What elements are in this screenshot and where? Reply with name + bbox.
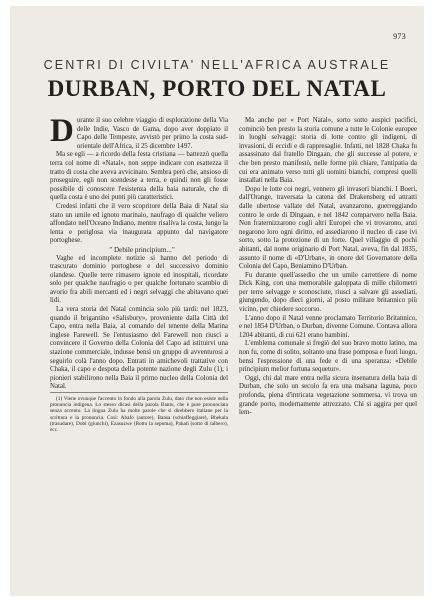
page-number: 973 <box>393 32 406 41</box>
paragraph: Oggi, chi dal mare entra nella sicura insenatura della baia di Durban, che solo un secolo fa era una malsana laguna, poco profonda, piena d'intricata vegetazione sommersa, vi trova un grande porto, modernamente attrezzato. Chi si aggira per quel lem- <box>239 374 417 417</box>
paragraph-text: urante il suo celebre viaggio di esplorazione della Via delle Indie, Vasco de Gama, dopo aver doppiato il Capo delle Tempeste, avvistò per primo la costa sud-orientale dell'Africa, il 25 dicembre 1497. <box>76 117 228 150</box>
footnote: (1) Viene ovunque l'accento in fondo alla parola Zulu, dato che non esiste nella pronuncia indigena. Lo stesso dicasi della parola Bantu, che è pure pronunciata senza accento. La lingua Zulu ha molte parole che si direbbero italiane per la scrittura e la pronuncia. Così: Abafo (autore), Bansa (schiaffeggiare), Bhekala (trasudare), Dobi (giunchi), Ezasuzwe (Botto la sepoma), Pahati (sotto di talbero), ecc. <box>50 392 228 433</box>
paragraph: Ma anche per « Port Natal», sorto sotto auspici pacifici, cominciò ben presto la storia comune a tutte le Colonie europee in luoghi selvaggi: storia di lotte contro gli indigeni, di invasioni, di eccidi e di rappresaglie. Infatti, nel 1828 Chaka fu assassinato dal fratello Dingaan, che gli successe al potere, e che ben presto manifestò, nelle forme più chiare, l'antipatia da cui era animato verso tutti gli uomini bianchi, compresi quelli installati nella Baia. <box>239 117 417 185</box>
paragraph: Credesi infatti che il vero scopritore della Baia di Natal sia stato un umile ed ignoto marinaio, naufrago di qualche veliero affondato nell'Oceano Indiano, mentre risaliva la costa, lungo la lenta e periglosa via inaugurata appunto dal navigatore portoghese. <box>50 202 228 245</box>
right-column <box>239 117 417 418</box>
paragraph <box>50 113 228 151</box>
article-headline: DURBAN, PORTO DEL NATAL <box>47 76 387 101</box>
drop-cap: D <box>50 113 74 149</box>
paragraph: Ma se egli — a ricordo della festa cristiana — battezzò quella terra col nome di «Natal», non seppe indicare con esattezza il tratto di costa che aveva avvicinato. Sembra però che, ansioso di proseguire, egli non scendesse a terra, e quindi non gli fosse possibile di conoscere l'esistenza della baia naturale, che di quella costa è uno dei punti più caratteristici. <box>50 151 228 202</box>
paragraph: Fu durante quell'assedio che un umile carrettiere di nome Dick King, con una memorabile galoppata di mille chilometri per terre selvagge e sconosciute, riuscì a salvare gli assediati, giungendo, dopo dieci giorni, al posto militare britannico più vicino, per chiedere soccorso. <box>239 271 417 314</box>
paragraph: Dopo le lotte coi negri, vennero gli invasori bianchi. I Boeri, dall'Orange, traversata la catena del Drakensberg ed attratti dalle ubertose vallate del Natal, avanzarono, guerreggiando contro le orde di Dingaan, e nel 1842 comparvero nella Baia. Non fraternizzarono cogli altri Europei che vi trovarono, anzi negarono loro ogni diritto, ed assediarono il nucleo di case ivi sorto, sotto la protezione di un forte. Quel villaggio di pochi abitanti, dal nome originario di Port Natal, aveva, fin dal 1835, assunto il nome di «D'Urban», in onore del Governatore della Colonia del Capo, Beniamino D'Urban. <box>239 185 417 271</box>
paragraph: L'anno dopo il Natal venne proclamato Territorio Britannico, e nel 1854 D'Urban, o Durban, divenne Comune. Contava allora 1204 abitanti, di cui 621 erano bambini. <box>239 314 417 339</box>
paragraph: La vera storia del Natal comincia solo più tardi: nel 1823, quando il brigantino «Salisbury», proveniente dalla Città del Capo, entra nella Baia, al comando del tenente della Marina inglese Farewell. Se l'entusiasmo del Farewell non riuscì a convincere il Governo della Colonia del Capo ad istituirvi una stazione commerciale, indusse bensì un gruppo di avventurosi a seguirlo colà l'anno dopo. Entrati in amichevoli trattative con Chaka, il capo e despota della potente nazione degli Zulu (1), i pionieri stabilirono nella Baia il primo nucleo della Colonia del Natal. <box>50 306 228 391</box>
paragraph: Vaghe ed incomplete notizie si hanno del periodo di trascurato dominio portoghese e del successivo dominio olandese. Quelle terre rimasero ignote ed inospitali, ricordate solo per qualche naufragio o per qualche fortunato scambio di avorio fra abili mercanti ed i negri selvaggi che abitavano quei lidi. <box>50 254 228 305</box>
paragraph: L'emblema comunale si fregiò del suo bravo motto latino, ma non fu, come di solito, soltanto una frase pomposa e fuori luogo, bensì l'espressione di una fede e di una speranza: «Debile principium melior fortuna sequetur». <box>239 340 417 374</box>
section-subheading: " Debile principium..." <box>109 245 175 254</box>
magazine-page <box>10 6 424 596</box>
article-kicker: CENTRI DI CIVILTA' NELL'AFRICA AUSTRALE <box>43 58 391 72</box>
left-column <box>50 113 228 434</box>
